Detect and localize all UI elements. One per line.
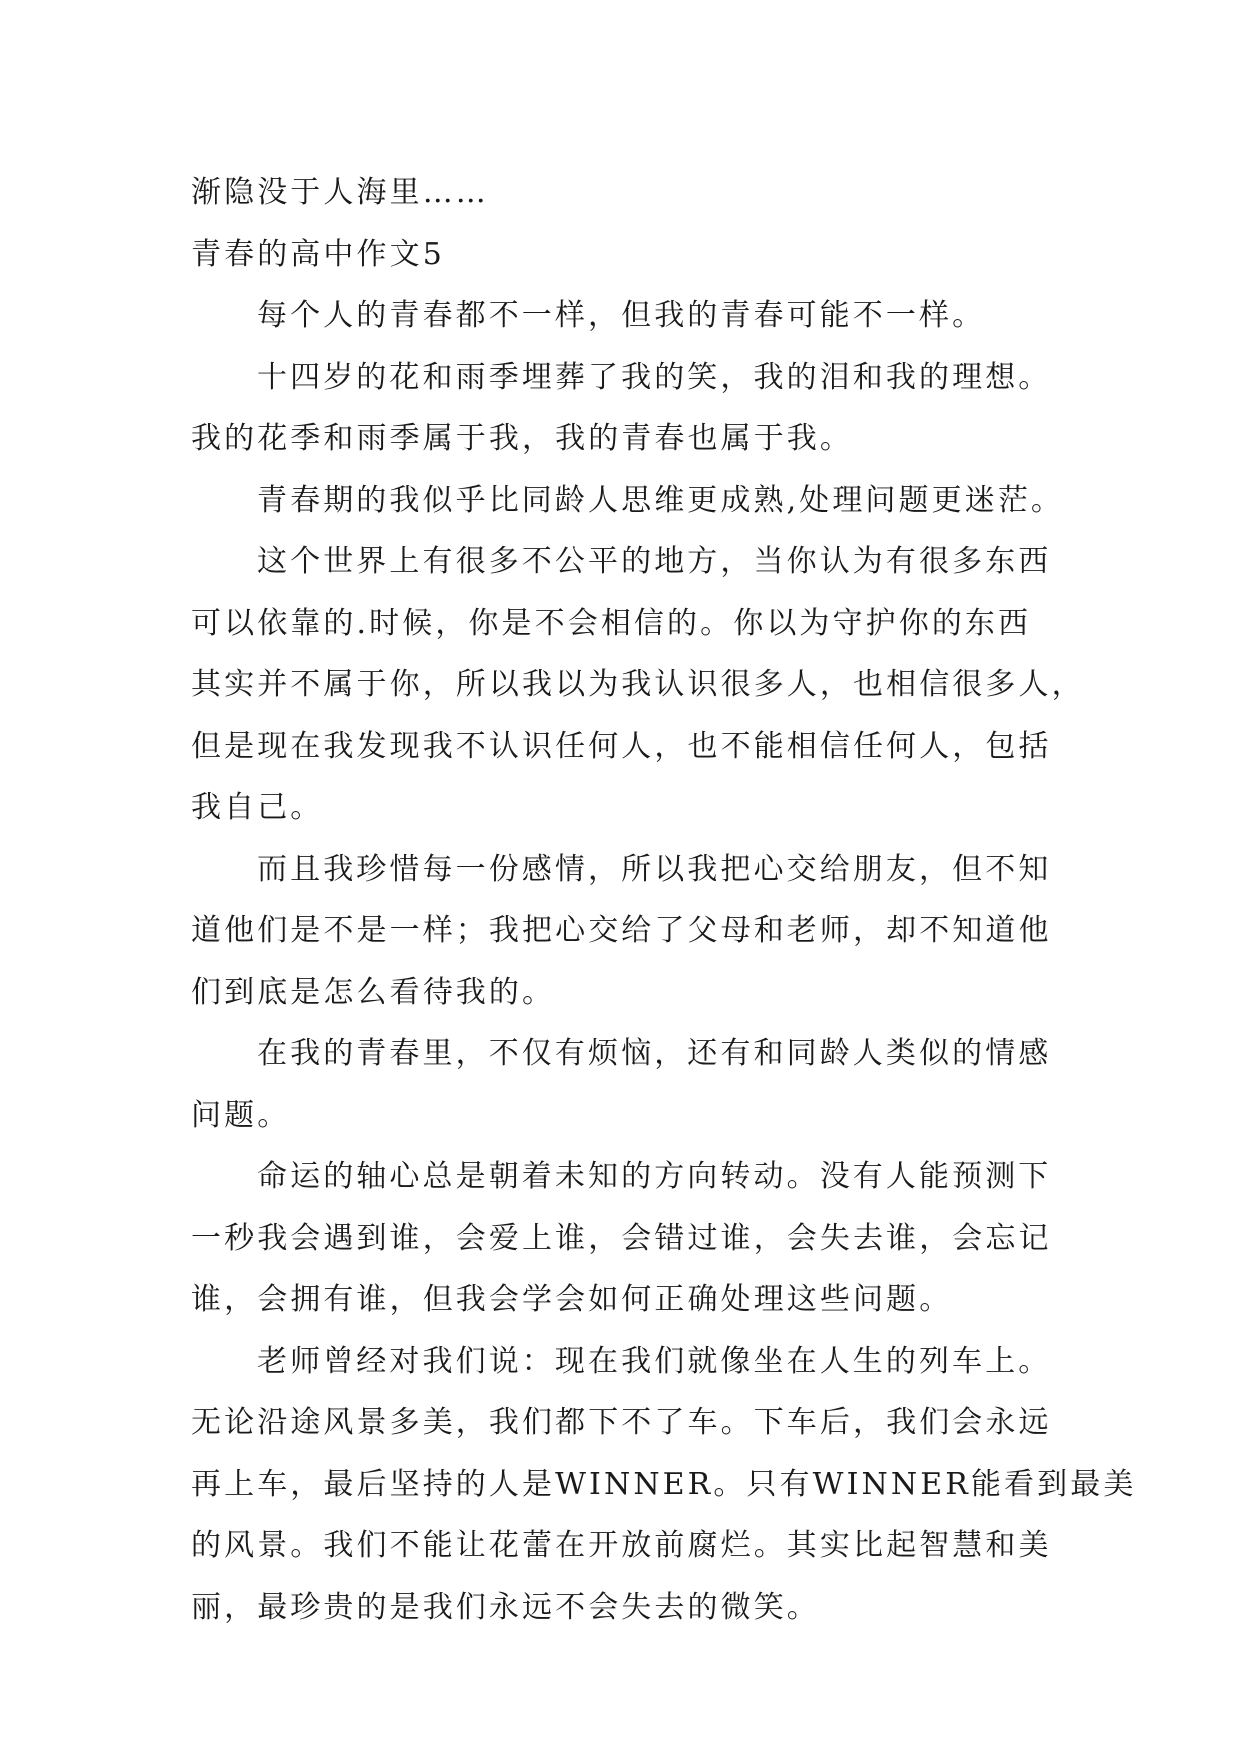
paragraph-line: 的风景。我们不能让花蕾在开放前腐烂。其实比起智慧和美 bbox=[191, 1528, 1052, 1563]
paragraph-line: 命运的轴心总是朝着未知的方向转动。没有人能预测下 bbox=[257, 1159, 1052, 1194]
paragraph-line: 谁，会拥有谁，但我会学会如何正确处理这些问题。 bbox=[191, 1282, 953, 1317]
paragraph-line: 们到底是怎么看待我的。 bbox=[191, 974, 556, 1010]
paragraph-line: 青春期的我似乎比同龄人思维更成熟,处理问题更迷茫。 bbox=[257, 482, 1065, 518]
paragraph-line: 一秒我会遇到谁，会爱上谁，会错过谁，会失去谁，会忘记 bbox=[191, 1220, 1052, 1256]
paragraph-line: 道他们是不是一样；我把心交给了父母和老师，却不知道他 bbox=[191, 913, 1052, 948]
paragraph-line: 问题。 bbox=[191, 1097, 291, 1133]
document-body bbox=[191, 162, 1137, 1638]
paragraph-line: 十四岁的花和雨季埋葬了我的笑，我的泪和我的理想。 bbox=[257, 359, 1052, 395]
paragraph-line: 我自己。 bbox=[191, 790, 324, 825]
paragraph-line: 但是现在我发现我不认识任何人，也不能相信任何人，包括 bbox=[191, 728, 1052, 764]
paragraph-line: 而且我珍惜每一份感情，所以我把心交给朋友，但不知 bbox=[257, 851, 1052, 887]
paragraph-line: 每个人的青春都不一样，但我的青春可能不一样。 bbox=[257, 298, 986, 333]
paragraph-line: 再上车，最后坚持的人是WINNER。只有WINNER能看到最美 bbox=[191, 1466, 1137, 1502]
paragraph-line: 丽，最珍贵的是我们永远不会失去的微笑。 bbox=[191, 1589, 820, 1625]
text-line-ending: 渐隐没于人海里…… bbox=[191, 175, 489, 210]
paragraph-line: 老师曾经对我们说：现在我们就像坐在人生的列车上。 bbox=[257, 1343, 1052, 1379]
essay-title: 青春的高中作文5 bbox=[191, 236, 445, 272]
paragraph-line: 这个世界上有很多不公平的地方，当你认为有很多东西 bbox=[257, 544, 1052, 579]
paragraph-line: 无论沿途风景多美，我们都下不了车。下车后，我们会永远 bbox=[191, 1405, 1052, 1440]
paragraph-line: 在我的青春里，不仅有烦恼，还有和同龄人类似的情感 bbox=[257, 1036, 1052, 1071]
paragraph-line: 其实并不属于你，所以我以为我认识很多人，也相信很多人， bbox=[191, 667, 1085, 702]
paragraph-line: 可以依靠的.时候，你是不会相信的。你以为守护你的东西 bbox=[191, 605, 1032, 641]
paragraph-line: 我的花季和雨季属于我，我的青春也属于我。 bbox=[191, 421, 853, 456]
